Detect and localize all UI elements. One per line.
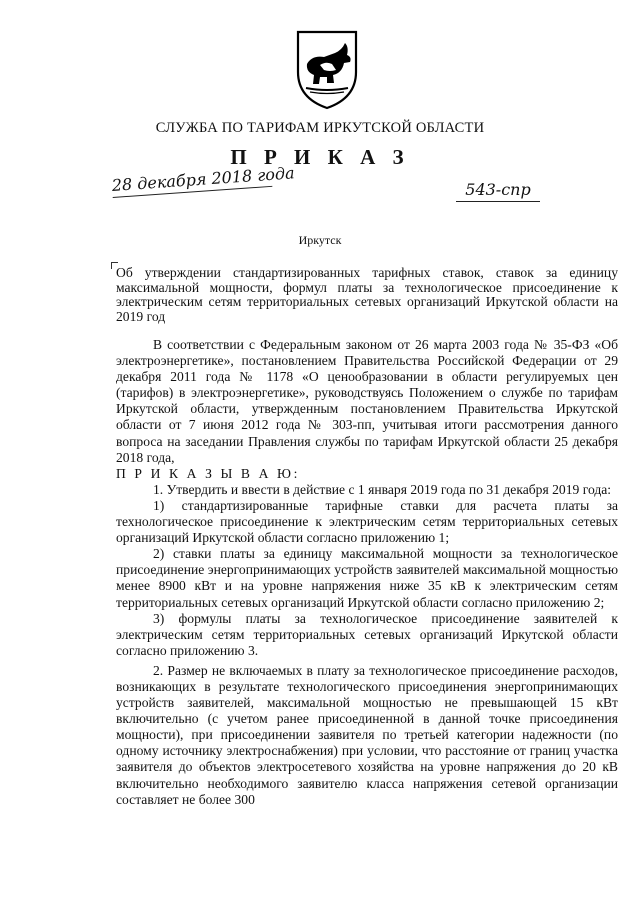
- document-body: [116, 337, 618, 808]
- order-word: П Р И К А З Ы В А Ю:: [116, 465, 300, 481]
- item-1-2-paragraph: 2) ставки платы за единицу максимальной мощности за технологическое присоединение энергопринимающих устройств заявителей максимальной мощностью менее 8900 кВт и на уровне напряжения ниже 35 кВ к электрическим сетям территориальных сетевых организаций Иркутской области согласно приложению 2;: [116, 546, 618, 610]
- handwritten-date: 28 декабря 2018 года: [111, 165, 272, 198]
- city-name: Иркутск: [298, 233, 342, 247]
- item-1-paragraph: 1. Утвердить и ввести в действие с 1 января 2019 года по 31 декабря 2019 года:: [153, 481, 612, 497]
- preamble-paragraph: В соответствии с Федеральным законом от 26 марта 2003 года № 35-ФЗ «Об электроэнергетике», постановлением Правительства Российской Федерации от 29 декабря 2011 года № 1178 «О ценообразовании в области регулируемых цен (тарифов) в электроэнергетике», руководствуясь Положением о службе по тарифам Иркутской области, утвержденным постановлением Правительства Иркутской области от 7 июня 2012 года № 303-пп, учитывая итоги рассмотрения данного вопроса на заседании Правления службы по тарифам Иркутской области 25 декабря 2018 года,: [116, 337, 618, 465]
- item-1-3-paragraph: 3) формулы платы за технологическое присоединение заявителей к электрическим сетям территориальных сетевых организаций Иркутской области согласно приложению 3.: [116, 610, 618, 658]
- coat-of-arms-icon: [292, 28, 362, 110]
- organization-name: СЛУЖБА ПО ТАРИФАМ ИРКУТСКОЙ ОБЛАСТИ: [155, 120, 485, 136]
- item-2-paragraph: 2. Размер не включаемых в плату за технологическое присоединение расходов, возникающих в результате технологического присоединения энергопринимающих устройств заявителей, максимальной мощностью не превышающей 15 кВт включительно (с учетом ранее присоединенной в данной точке присоединения мощности), при присоединении заявителя по третьей категории надежности (по одному источнику электроснабжения) при условии, что расстояние от границ участка заявителя до объектов электросетевого хозяйства на уровне напряжения до 20 кВ включительно необходимого заявителю класса напряжения сетевой организации составляет не более 300: [116, 662, 618, 807]
- document-subject: Об утверждении стандартизированных тарифных ставок, ставок за единицу максимальной мощности, формул платы за технологическое присоединение к электрическим сетям территориальных сетевых организаций Иркутской области на 2019 год: [116, 265, 618, 324]
- item-1-1-paragraph: 1) стандартизированные тарифные ставки для расчета платы за технологическое присоединение к электрическим сетям территориальных сетевых организаций Иркутской области согласно приложению 1;: [116, 497, 618, 546]
- handwritten-order-number: 543-спр: [456, 180, 540, 202]
- document-type-title: П Р И К А З: [230, 145, 410, 169]
